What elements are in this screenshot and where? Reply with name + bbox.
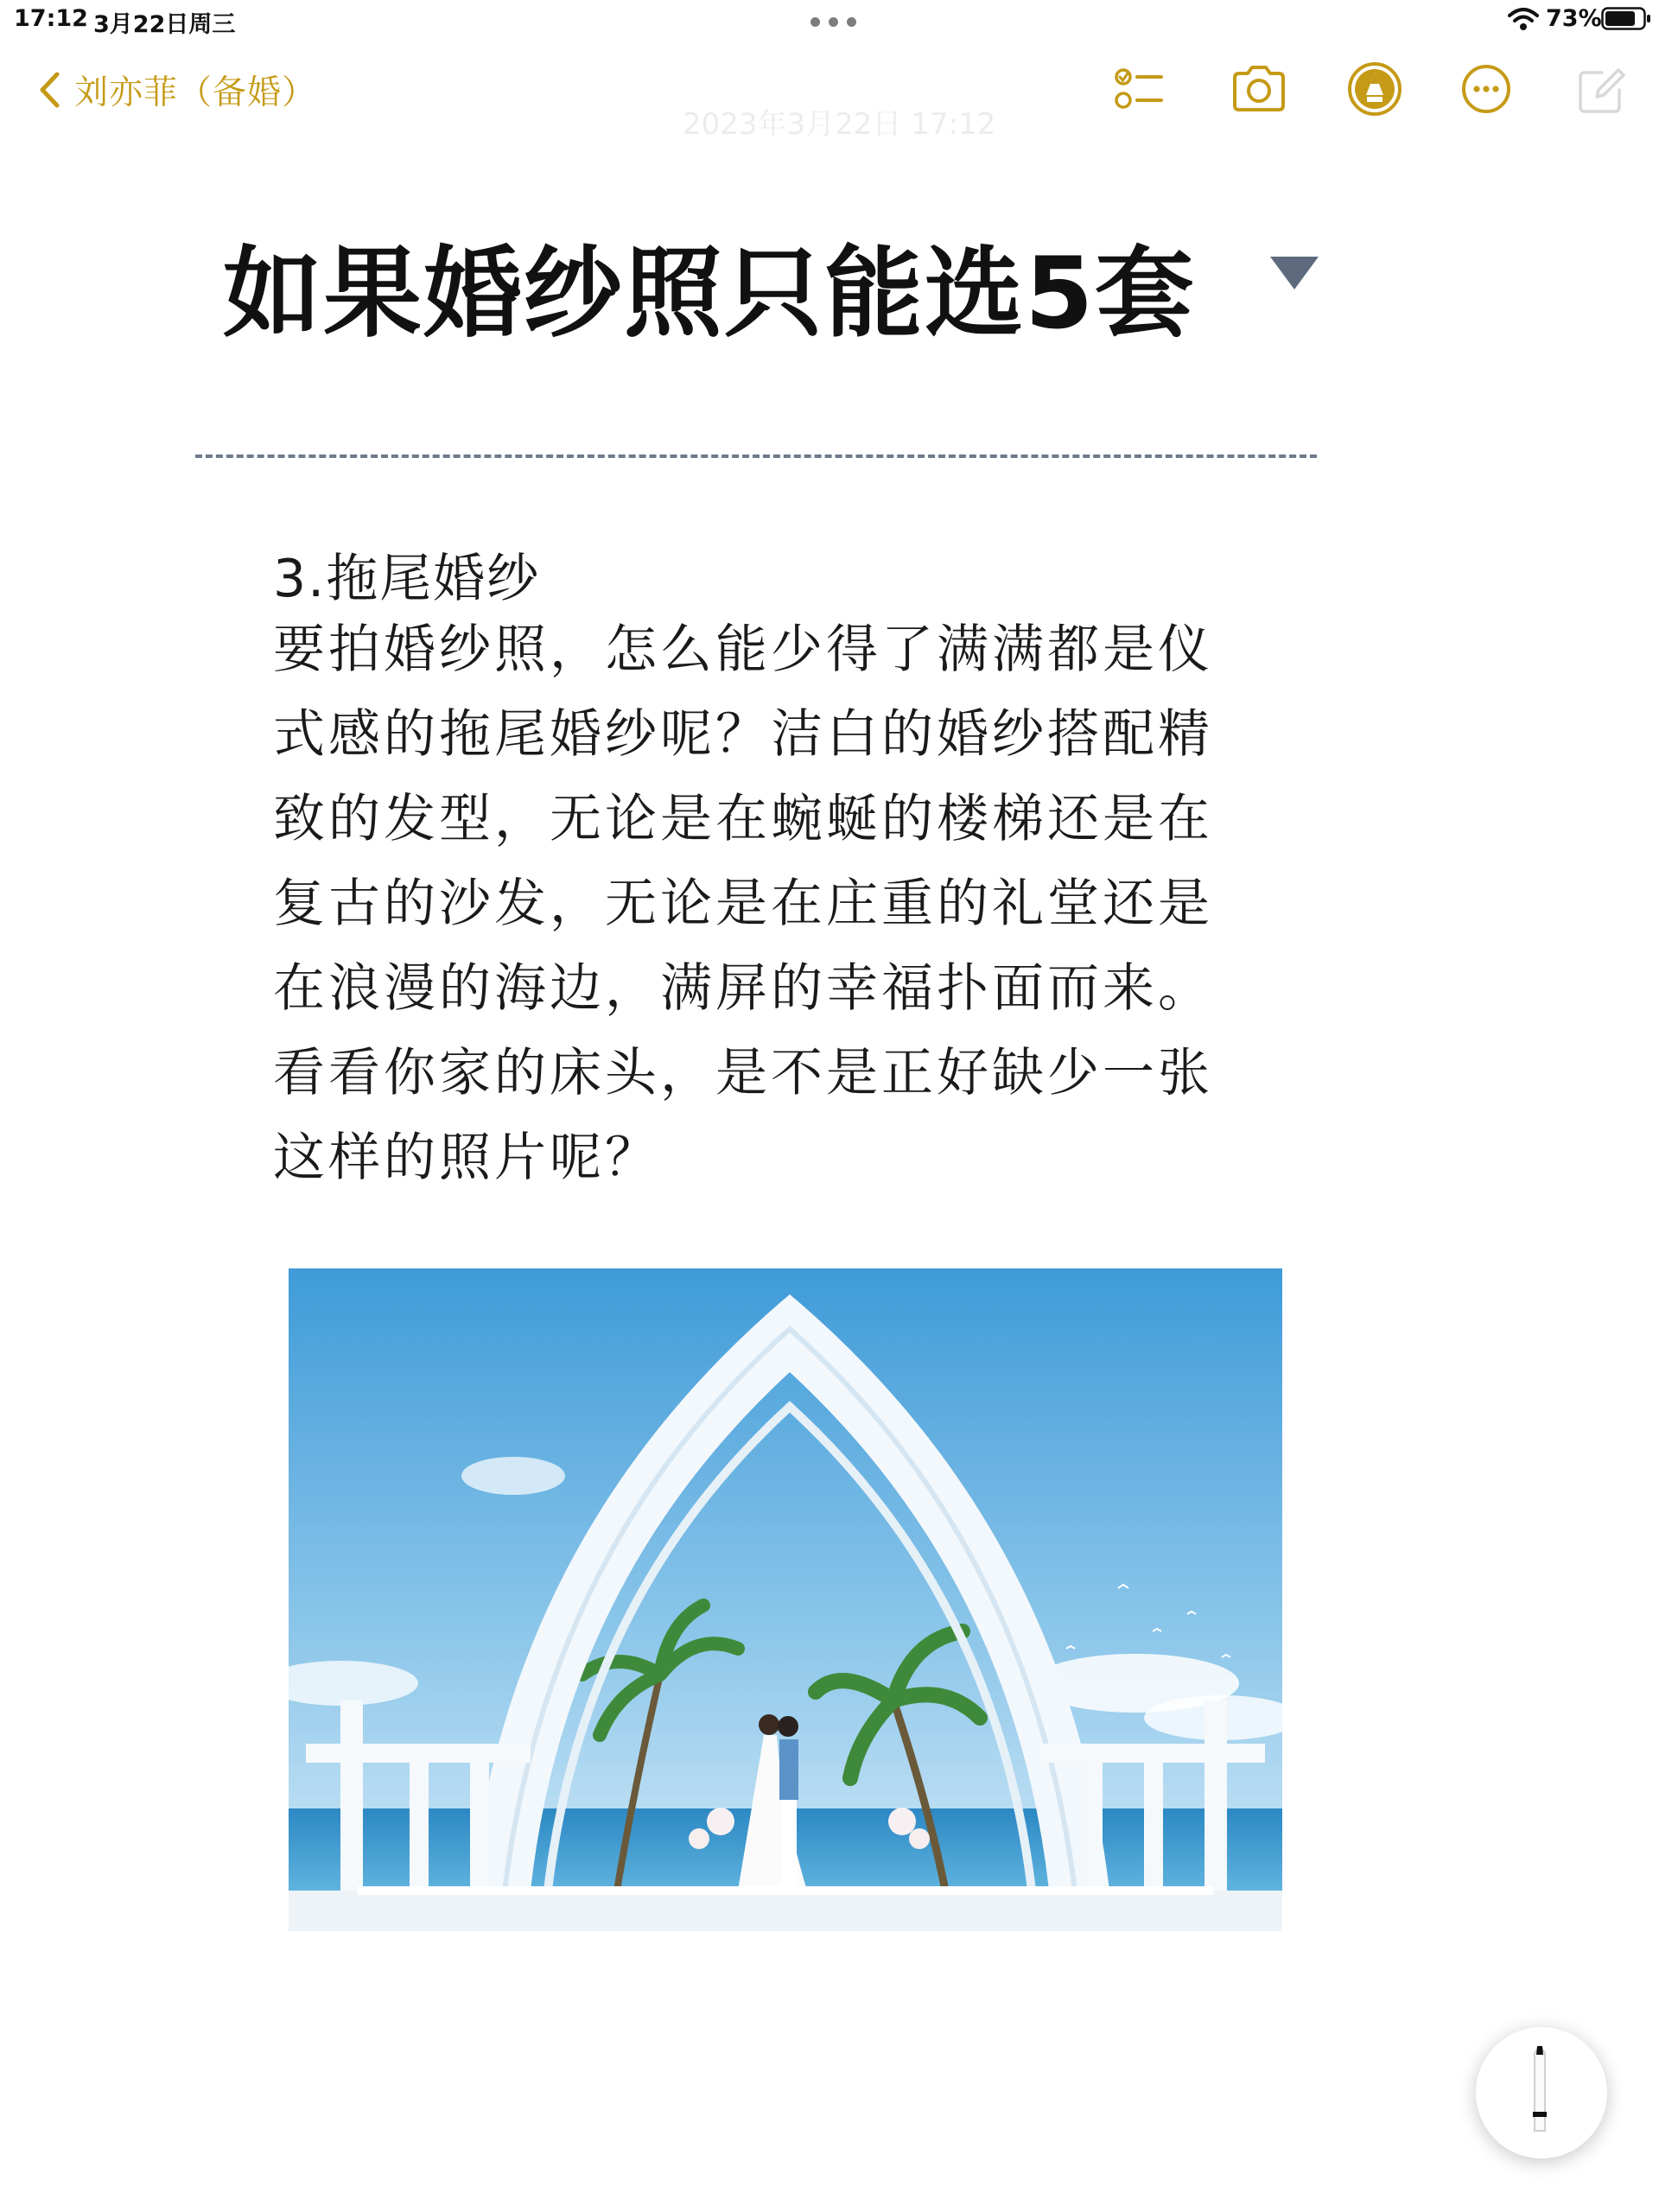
camera-icon[interactable] — [1230, 60, 1287, 118]
status-date: 3月22日周三 — [93, 11, 236, 38]
body-line: 这样的照片呢？ — [273, 1128, 660, 1188]
back-folder-label: 刘亦菲（备婚） — [74, 73, 317, 112]
chevron-left-icon — [38, 71, 60, 109]
wifi-icon — [1508, 7, 1539, 31]
body-line: 在浪漫的海边，满屏的幸福扑面而来。 — [273, 958, 1213, 1019]
checklist-icon[interactable] — [1111, 60, 1168, 118]
more-icon[interactable] — [1458, 60, 1515, 118]
body-line: 式感的拖尾婚纱呢？洁白的婚纱搭配精 — [273, 704, 1213, 765]
note-date-ghost: 2023年3月22日 17:12 — [683, 107, 996, 142]
battery-percentage: 73% — [1546, 5, 1602, 32]
body-line: 看看你家的床头，是不是正好缺少一张 — [273, 1043, 1213, 1103]
back-button[interactable] — [38, 64, 316, 116]
pencil-icon — [1476, 2027, 1607, 2158]
note-title[interactable]: 如果婚纱照只能选5套 — [223, 236, 1196, 351]
multitasking-dots-icon[interactable] — [810, 17, 857, 28]
wedding-photo[interactable] — [289, 1268, 1282, 1931]
section-heading[interactable]: 3.拖尾婚纱 — [273, 549, 541, 609]
body-line: 要拍婚纱照，怎么能少得了满满都是仪 — [273, 620, 1213, 680]
collapse-triangle-icon[interactable] — [1268, 255, 1320, 291]
battery-icon — [1601, 7, 1651, 30]
dashed-divider — [195, 454, 1317, 458]
notes-toolbar — [0, 52, 1659, 142]
body-line: 致的发型，无论是在蜿蜒的楼梯还是在 — [273, 789, 1213, 849]
status-time: 17:12 — [14, 5, 88, 32]
markup-icon[interactable] — [1346, 60, 1403, 118]
pencil-tool-button[interactable] — [1476, 2027, 1607, 2158]
compose-icon[interactable] — [1573, 60, 1630, 118]
section-body[interactable] — [273, 607, 1310, 1200]
body-line: 复古的沙发，无论是在庄重的礼堂还是 — [273, 874, 1213, 934]
status-bar — [0, 0, 1659, 40]
